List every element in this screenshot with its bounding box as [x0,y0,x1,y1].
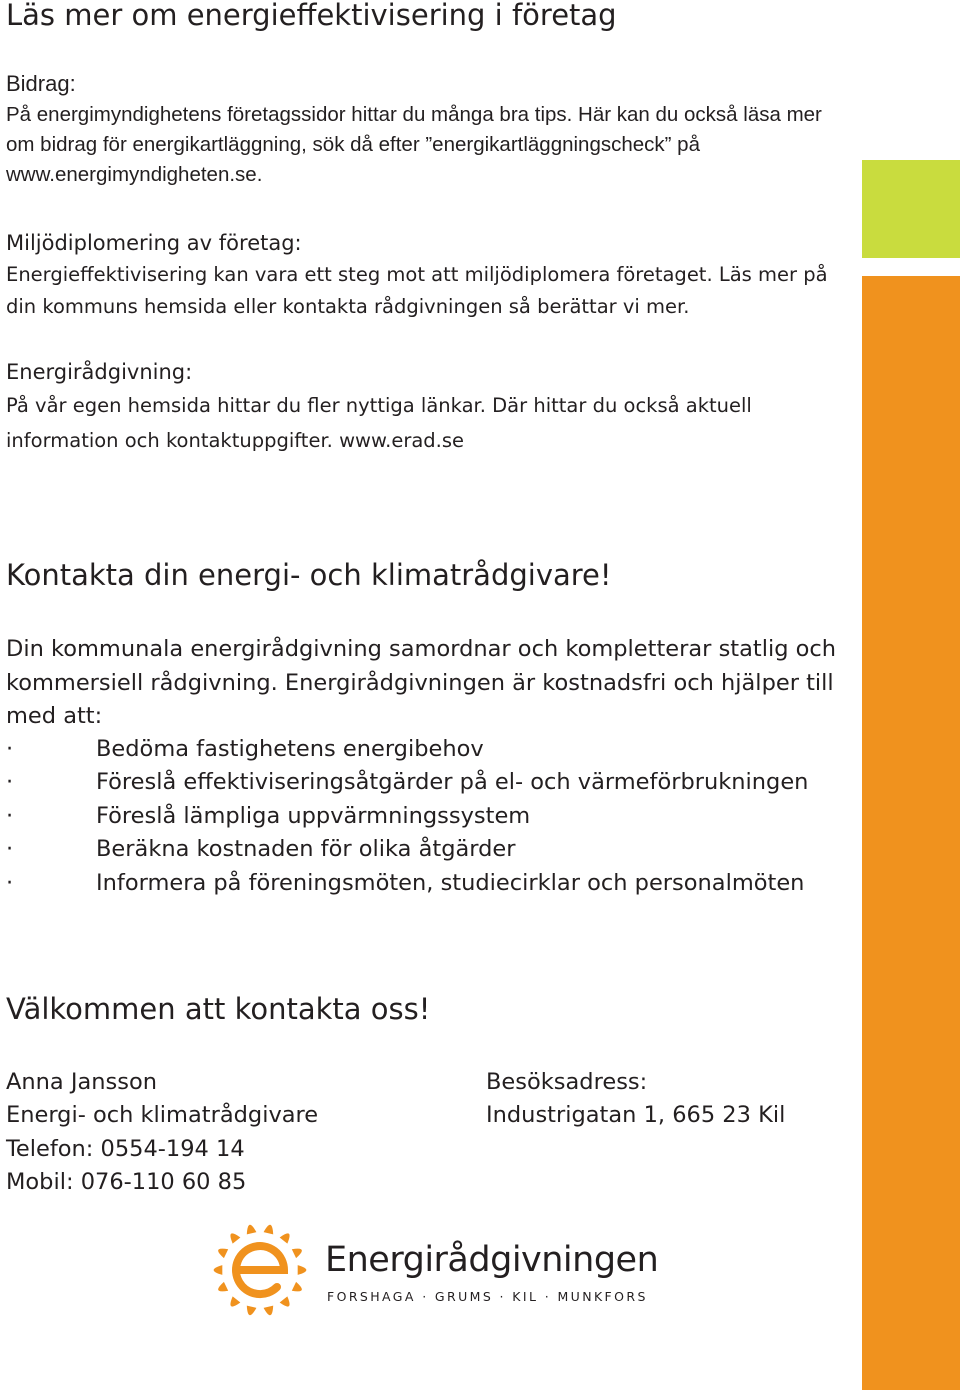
visit-address [486,1066,785,1133]
address-label: Besöksadress: [486,1069,648,1095]
list-item-text: Föreslå lämpliga uppvärmningssystem [96,802,531,829]
sun-ray [230,1233,240,1243]
list-item [6,766,808,799]
contact-role: Energi- och klimatrådgivare [6,1102,319,1129]
list-item [6,800,808,833]
sun-ray [280,1296,290,1306]
contact-person [6,1066,318,1199]
list-item [6,867,808,900]
section-heading: Miljödiplomering av företag: [6,231,302,255]
list-item-text: Informera på föreningsmöten, studiecirklar och personalmöten [96,869,805,896]
section-miljodiplomering [6,227,846,323]
logo-subtitle: FORSHAGA · GRUMS · KIL · MUNKFORS [327,1289,648,1304]
contact-name: Anna Jansson [6,1069,158,1095]
list-item [6,733,808,766]
contact-intro: Din kommunala energirådgivning samordnar och kompletterar statlig och kommersiell rådgivning. Energirådgivningen är kostnadsfri och hjälper till med att: [6,636,837,729]
list-item-text: Beräkna kostnaden för olika åtgärder [96,836,516,863]
section-body: På vår egen hemsida hittar du fler nyttiga länkar. Där hittar du också aktuell information och kontaktuppgifter. www.erad.se [6,394,752,452]
contact-heading: Kontakta din energi- och klimatrådgivare! [6,558,612,592]
section-heading: Bidrag: [6,71,76,96]
sun-ray [218,1249,228,1259]
sun-ray [214,1265,223,1275]
welcome-heading: Välkommen att kontakta oss! [6,992,431,1026]
e-letter [236,1246,284,1294]
sun-ray [247,1306,257,1316]
contact-phone: Telefon: 0554-194 14 [6,1135,245,1162]
logo-name: Energirådgivningen [325,1240,659,1280]
section-body: På energimyndighetens företagssidor hittar du många bra tips. Här kan du också läsa mer om bidrag för energikartläggning, sök då efter ”energikartläggningscheck” på www.energimyndigheten.se. [6,103,822,186]
list-item-text: Föreslå effektiviseringsåtgärder på el- och värmeförbrukningen [96,769,809,796]
sun-ray [298,1265,307,1275]
section-body: Energieffektivisering kan vara ett steg mot att miljödiplomera företaget. Läs mer på din kommuns hemsida eller kontakta rådgivningen så berättar vi mer. [6,263,828,318]
section-bidrag [6,68,846,190]
sun-ray [280,1233,290,1243]
sun-ray [264,1225,274,1235]
bullet: · [6,802,14,829]
bullet: · [6,836,14,863]
service-list [6,733,808,900]
section-heading: Energirådgivning: [6,360,193,384]
bullet: · [6,869,14,896]
list-item [6,833,808,866]
sun-ray [247,1225,257,1235]
sun-ray [230,1296,240,1306]
sun-ray [292,1249,302,1259]
list-item-text: Bedöma fastighetens energibehov [96,736,484,762]
bullet: · [6,769,14,796]
sun-ray [292,1282,302,1292]
section-energiradgivning [6,356,846,458]
bullet: · [6,736,14,762]
contact-mobile: Mobil: 076-110 60 85 [6,1168,247,1195]
page-title: Läs mer om energieffektivisering i företag [6,0,617,32]
sun-ray [264,1306,274,1316]
accent-bar-green [862,160,960,258]
accent-bar-orange [862,276,960,1390]
sun-ray [218,1282,228,1292]
address-value: Industrigatan 1, 665 23 Kil [486,1102,786,1129]
